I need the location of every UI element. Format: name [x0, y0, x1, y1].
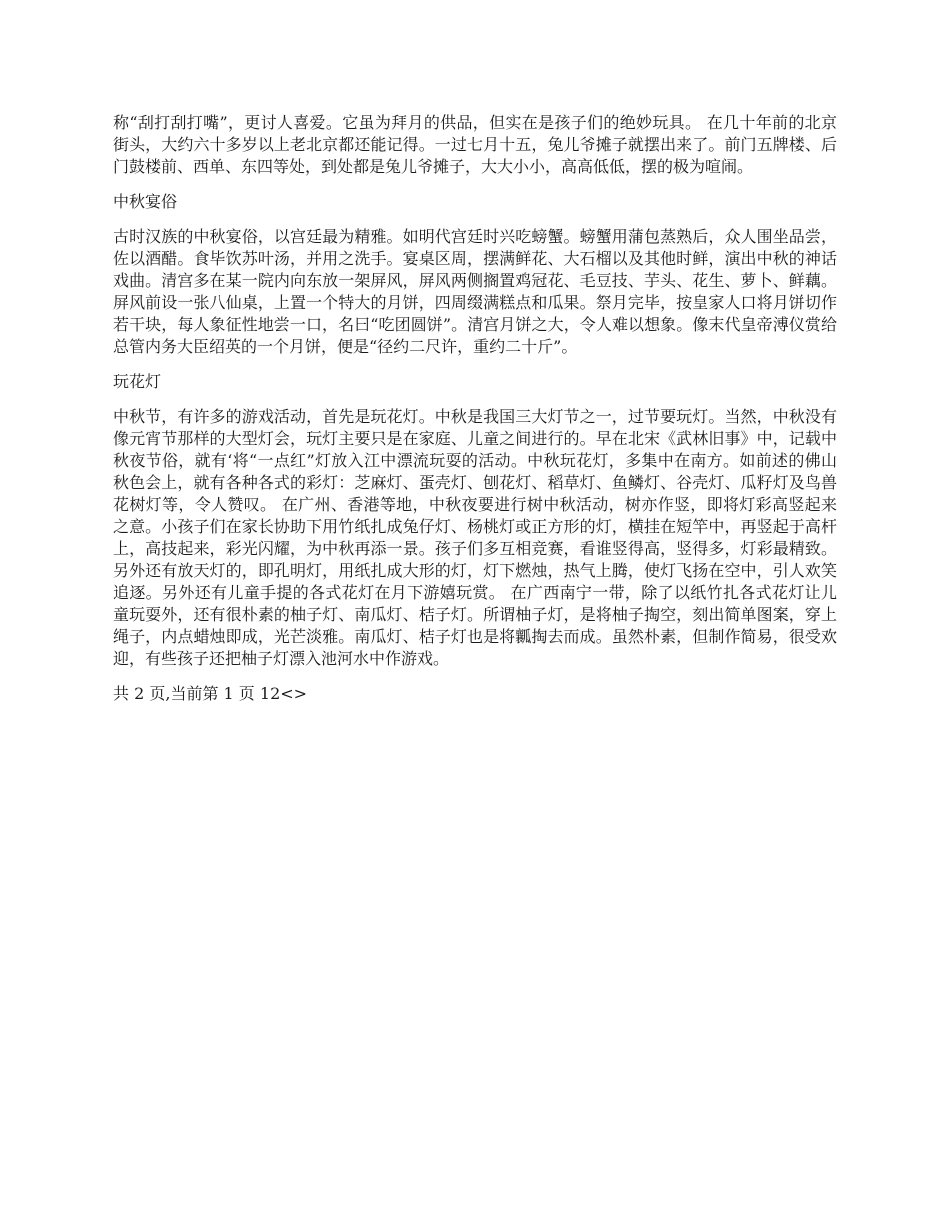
section-body-lanterns: 中秋节，有许多的游戏活动，首先是玩花灯。中秋是我国三大灯节之一，过节要玩灯。当然，中秋没有像元宵节那样的大型灯会，玩灯主要只是在家庭、儿童之间进行的。早在北宋《武林旧事》中，记载中秋夜节俗，就有‘将“一点红”灯放入江中漂流玩耍的活动。中秋玩花灯，多集中在南方。如前述的佛山秋色会上，就有各种各式的彩灯：芝麻灯、蛋壳灯、刨花灯、稻草灯、鱼鳞灯、谷壳灯、瓜籽灯及鸟兽花树灯等，令人赞叹。 在广州、香港等地，中秋夜要进行树中秋活动，树亦作竖，即将灯彩高竖起来之意。小孩子们在家长协助下用竹纸扎成兔仔灯、杨桃灯或正方形的灯，横挂在短竿中，再竖起于高杆上，高技起来，彩光闪耀，为中秋再添一景。孩子们多互相竞赛，看谁竖得高，竖得多，灯彩最精致。另外还有放天灯的，即孔明灯，用纸扎成大形的灯，灯下燃烛，热气上腾，使灯飞扬在空中，引人欢笑追逐。另外还有儿童手提的各式花灯在月下游嬉玩赏。 在广西南宁一带，除了以纸竹扎各式花灯让儿童玩耍外，还有很朴素的柚子灯、南瓜灯、桔子灯。所谓柚子灯，是将柚子掏空，刻出简单图案，穿上绳子，内点蜡烛即成，光芒淡雅。南瓜灯、桔子灯也是将瓤掏去而成。虽然朴素，但制作简易，很受欢迎，有些孩子还把柚子灯漂入池河水中作游戏。 — [113, 407, 837, 668]
pagination — [113, 683, 837, 705]
intro-paragraph: 称“刮打刮打嘴”，更讨人喜爱。它虽为拜月的供品，但实在是孩子们的绝妙玩具。 在几十年前的北京街头，大约六十多岁以上老北京都还能记得。一过七月十五，兔儿爷摊子就摆出来了。前门五牌楼、后门鼓楼前、西单、东四等处，到处都是兔儿爷摊子，大大小小，高高低低，摆的极为喧闹。 — [113, 113, 837, 176]
pagination-next-link[interactable]: > — [293, 684, 308, 703]
pagination-prev-link[interactable]: < — [280, 684, 294, 703]
pagination-page-2-link[interactable]: 2 — [270, 684, 281, 703]
pagination-page-1-link[interactable]: 1 — [259, 684, 271, 703]
section-heading-mid-autumn-banquet: 中秋宴俗 — [113, 192, 178, 211]
pagination-summary: 共 2 页,当前第 1 页 — [113, 684, 260, 703]
section-body-mid-autumn-banquet: 古时汉族的中秋宴俗，以宫廷最为精雅。如明代宫廷时兴吃螃蟹。螃蟹用蒲包蒸熟后，众人围坐品尝，佐以酒醋。食毕饮苏叶汤，并用之洗手。宴桌区周，摆满鲜花、大石榴以及其他时鲜，演出中秋的神话戏曲。清宫多在某一院内向东放一架屏风，屏风两侧搁置鸡冠花、毛豆技、芋头、花生、萝卜、鲜藕。屏风前设一张八仙桌，上置一个特大的月饼，四周缀满糕点和瓜果。祭月完毕，按皇家人口将月饼切作若干块，每人象征性地尝一口，名曰“吃团圆饼”。清宫月饼之大，令人难以想象。像末代皇帝溥仪赏给总管内务大臣绍英的一个月饼，便是“径约二尺许，重约二十斤”。 — [113, 227, 837, 356]
section-heading-lanterns: 玩花灯 — [113, 372, 162, 391]
document-page — [113, 112, 837, 705]
